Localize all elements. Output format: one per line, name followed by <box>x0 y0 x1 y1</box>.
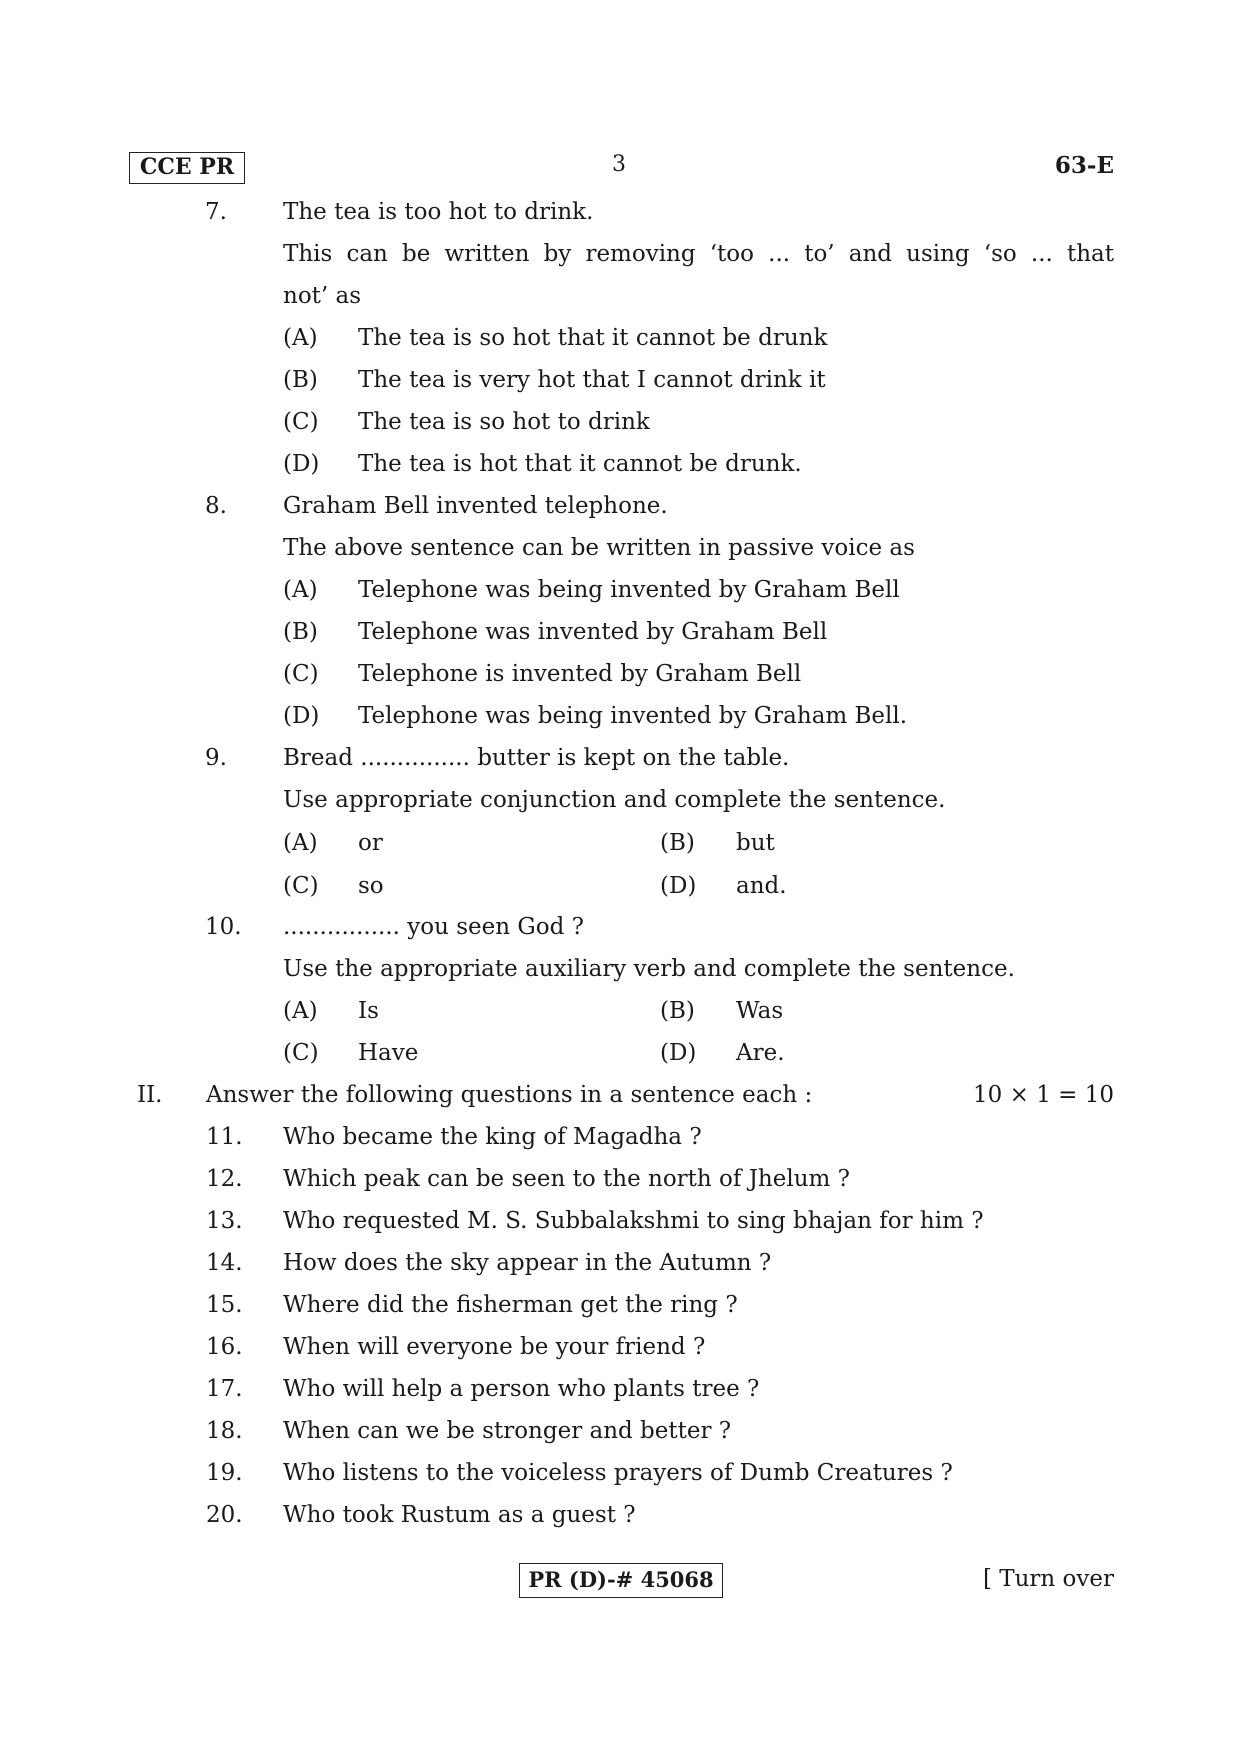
section-marks: 10 × 1 = 10 <box>973 1082 1114 1108</box>
question-number: 10. <box>205 914 242 940</box>
question-number: 13. <box>206 1208 243 1234</box>
option-letter: (D) <box>660 873 697 899</box>
header-left-code: CCE PR <box>129 152 245 184</box>
question-text: Who requested M. S. Subbalakshmi to sing bhajan for him ? <box>283 1208 984 1234</box>
question-number: 17. <box>206 1376 243 1402</box>
question-text: Who took Rustum as a guest ? <box>283 1502 636 1528</box>
option-letter: (C) <box>283 873 319 899</box>
question-number: 7. <box>205 199 227 225</box>
option-letter: (A) <box>283 998 318 1024</box>
option-text: Are. <box>736 1040 785 1066</box>
option-text: so <box>358 873 384 899</box>
question-stem: Graham Bell invented telephone. <box>283 493 668 519</box>
question-number: 20. <box>206 1502 243 1528</box>
option-letter: (D) <box>283 703 320 729</box>
question-text: Who will help a person who plants tree ? <box>283 1376 760 1402</box>
question-number: 16. <box>206 1334 243 1360</box>
paper-code: 63-E <box>1054 152 1114 179</box>
question-text: How does the sky appear in the Autumn ? <box>283 1250 772 1276</box>
question-stem: The tea is too hot to drink. <box>283 199 594 225</box>
question-number: 18. <box>206 1418 243 1444</box>
option-letter: (C) <box>283 661 319 687</box>
page-number: 3 <box>612 152 626 177</box>
question-stem: ................ you seen God ? <box>283 914 584 940</box>
section-numeral: II. <box>137 1082 163 1108</box>
question-number: 8. <box>205 493 227 519</box>
question-text: Who listens to the voiceless prayers of Dumb Creatures ? <box>283 1460 953 1486</box>
option-text: or <box>358 830 383 856</box>
option-letter: (A) <box>283 577 318 603</box>
question-number: 12. <box>206 1166 243 1192</box>
question-instruction: This can be written by removing ‘too ... to’ and using ‘so ... that <box>283 241 1114 267</box>
option-text: but <box>736 830 775 856</box>
question-instruction: not’ as <box>283 283 362 309</box>
question-number: 11. <box>206 1124 243 1150</box>
question-text: When can we be stronger and better ? <box>283 1418 732 1444</box>
section-heading: Answer the following questions in a sentence each : <box>206 1082 813 1108</box>
option-letter: (D) <box>283 451 320 477</box>
question-number: 14. <box>206 1250 243 1276</box>
question-text: Who became the king of Magadha ? <box>283 1124 702 1150</box>
question-stem: Bread ............... butter is kept on the table. <box>283 745 790 771</box>
option-letter: (B) <box>283 619 318 645</box>
option-text: Telephone was being invented by Graham Bell <box>358 577 900 603</box>
footer-paper-code: PR (D)-# 45068 <box>519 1563 723 1598</box>
option-letter: (C) <box>283 1040 319 1066</box>
option-text: Telephone was invented by Graham Bell <box>358 619 828 645</box>
option-text: and. <box>736 873 787 899</box>
question-number: 15. <box>206 1292 243 1318</box>
question-number: 19. <box>206 1460 243 1486</box>
option-text: The tea is so hot to drink <box>358 409 650 435</box>
option-letter: (B) <box>660 830 695 856</box>
question-number: 9. <box>205 745 227 771</box>
option-text: Have <box>358 1040 419 1066</box>
question-text: Which peak can be seen to the north of Jhelum ? <box>283 1166 850 1192</box>
option-letter: (B) <box>660 998 695 1024</box>
question-instruction: Use the appropriate auxiliary verb and complete the sentence. <box>283 956 1015 982</box>
question-text: Where did the fisherman get the ring ? <box>283 1292 738 1318</box>
option-text: Telephone is invented by Graham Bell <box>358 661 802 687</box>
question-instruction: Use appropriate conjunction and complete the sentence. <box>283 787 946 813</box>
option-text: Telephone was being invented by Graham Bell. <box>358 703 908 729</box>
option-letter: (A) <box>283 325 318 351</box>
option-letter: (C) <box>283 409 319 435</box>
option-text: Is <box>358 998 379 1024</box>
turn-over-label: [ Turn over <box>982 1566 1114 1592</box>
question-instruction: The above sentence can be written in passive voice as <box>283 535 915 561</box>
question-text: When will everyone be your friend ? <box>283 1334 706 1360</box>
option-letter: (D) <box>660 1040 697 1066</box>
option-text: The tea is hot that it cannot be drunk. <box>358 451 802 477</box>
option-letter: (B) <box>283 367 318 393</box>
option-text: The tea is so hot that it cannot be drunk <box>358 325 828 351</box>
option-text: The tea is very hot that I cannot drink it <box>358 367 826 393</box>
option-text: Was <box>736 998 784 1024</box>
option-letter: (A) <box>283 830 318 856</box>
